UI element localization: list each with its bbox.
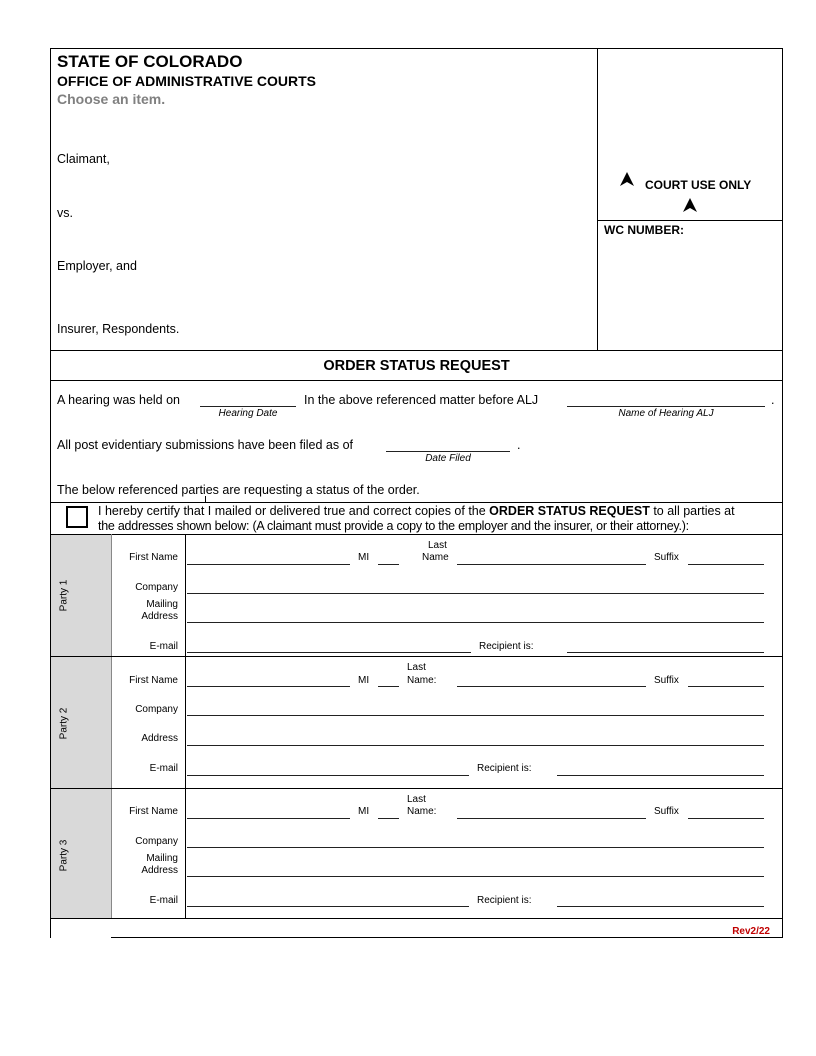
arrow-up-icon (682, 197, 698, 213)
party-3-last-name-field[interactable] (457, 818, 646, 819)
party-1-label: Party 1 (58, 579, 70, 612)
state-heading: STATE OF COLORADO (57, 52, 243, 71)
date-filed-caption: Date Filed (425, 453, 471, 464)
party-3-last-label-bottom: Name: (407, 806, 437, 817)
court-use-divider (597, 220, 783, 221)
frame-right (782, 48, 783, 938)
insurer-label: Insurer, Respondents. (57, 322, 180, 336)
vs-label: vs. (57, 206, 73, 220)
employer-label: Employer, and (57, 259, 137, 273)
party-1-last-label-bottom: Name (422, 552, 449, 563)
party-1-company-field[interactable] (187, 593, 764, 594)
alj-caption: Name of Hearing ALJ (618, 408, 714, 419)
party-2-first-name-label: First Name (129, 675, 178, 686)
party-3-label: Party 3 (58, 839, 70, 872)
party-1-field-edge (185, 535, 186, 656)
party-2-address-field[interactable] (187, 745, 764, 746)
party-2-company-field[interactable] (187, 715, 764, 716)
party-1-suffix-field[interactable] (688, 564, 764, 565)
certify-text-bold: ORDER STATUS REQUEST (489, 504, 650, 518)
party-2-field-edge (185, 657, 186, 788)
party-1-company-label: Company (135, 582, 178, 593)
party-1-email-field[interactable] (187, 652, 471, 653)
header-divider (597, 48, 598, 350)
hearing-date-caption: Hearing Date (218, 408, 278, 419)
party-1-recipient-label: Recipient is: (479, 641, 534, 652)
hearing-date-field[interactable] (200, 406, 296, 407)
certify-text-end: to all parties at (649, 504, 735, 518)
party-2-suffix-field[interactable] (688, 686, 764, 687)
party-3-first-name-label: First Name (129, 806, 178, 817)
wc-number-label: WC NUMBER: (604, 223, 684, 237)
frame-top (50, 48, 783, 49)
party-3-mi-field[interactable] (378, 818, 399, 819)
party-1-suffix-label: Suffix (654, 552, 679, 563)
party-table-bottom (50, 918, 783, 919)
party-2-last-name-field[interactable] (457, 686, 646, 687)
certify-line-2: the addresses shown below: (A claimant must provide a copy to the employer and the insurer, or their attorney.): (98, 519, 689, 533)
party-3-recipient-label: Recipient is: (477, 895, 532, 906)
page-title: ORDER STATUS REQUEST (323, 358, 510, 374)
hearing-held-label: A hearing was held on (57, 393, 181, 407)
party-1-address-field[interactable] (187, 622, 764, 623)
party-3-suffix-label: Suffix (654, 806, 679, 817)
party-3-email-field[interactable] (187, 906, 469, 907)
court-select[interactable]: Choose an item. (57, 91, 166, 107)
party-1-address-label-bottom: Address (141, 611, 178, 622)
certify-top-rule (50, 502, 783, 503)
submissions-label: All post evidentiary submissions have been filed as of (57, 438, 353, 452)
title-top-rule (50, 350, 783, 351)
title-bottom-rule (50, 380, 783, 381)
party-2-first-name-field[interactable] (187, 686, 350, 687)
court-use-label: COURT USE ONLY (645, 178, 752, 192)
claimant-label: Claimant, (57, 152, 110, 166)
certify-checkbox[interactable] (66, 506, 88, 528)
date-filed-field[interactable] (386, 451, 510, 452)
party-1-address-label-top: Mailing (146, 599, 178, 610)
party-3-recipient-field[interactable] (557, 906, 764, 907)
party-1-mi-field[interactable] (378, 564, 399, 565)
party-2-last-label-top: Last (407, 662, 426, 673)
party-1-email-label: E-mail (149, 641, 178, 652)
party-3-first-name-field[interactable] (187, 818, 350, 819)
party-3-suffix-field[interactable] (688, 818, 764, 819)
matter-label: In the above referenced matter before ALJ (304, 393, 539, 407)
party-3-field-edge (185, 789, 186, 918)
office-heading: OFFICE OF ADMINISTRATIVE COURTS (57, 73, 316, 89)
party-3-company-field[interactable] (187, 847, 764, 848)
party-2-recipient-field[interactable] (557, 775, 764, 776)
party-2-company-label: Company (135, 704, 178, 715)
party-1-recipient-field[interactable] (567, 652, 764, 653)
party-2-email-label: E-mail (149, 763, 178, 774)
party-1-mi-label: MI (358, 552, 370, 563)
party-3-last-label-top: Last (407, 794, 426, 805)
footer-rule (111, 937, 783, 938)
tick-mark (205, 496, 206, 502)
party-2-mi-label: MI (358, 675, 370, 686)
party-1-last-label-top: Last (428, 540, 447, 551)
revision-label: Rev2/22 (732, 926, 770, 937)
certify-text-start: I hereby certify that I mailed or delivered true and correct copies of the (98, 504, 490, 518)
party-3-company-label: Company (135, 836, 178, 847)
arrow-up-left-icon (619, 171, 635, 187)
party-2-label: Party 2 (58, 707, 70, 740)
below-referenced-label: The below referenced parties are requesting a status of the order. (57, 483, 420, 497)
party-3-address-field[interactable] (187, 876, 764, 877)
party-2-last-label-bottom: Name: (407, 675, 437, 686)
party-1-first-name-label: First Name (129, 552, 178, 563)
party-2-email-field[interactable] (187, 775, 469, 776)
party-3-address-label-top: Mailing (146, 853, 178, 864)
period: . (771, 393, 775, 407)
party-2-3-divider (50, 788, 783, 789)
party-3-address-label-bottom: Address (141, 865, 178, 876)
period-2: . (517, 438, 521, 452)
party-1-2-divider (50, 656, 783, 657)
party-2-address-label: Address (141, 733, 178, 744)
alj-name-field[interactable] (567, 406, 765, 407)
party-2-suffix-label: Suffix (654, 675, 679, 686)
party-3-mi-label: MI (358, 806, 370, 817)
party-1-first-name-field[interactable] (187, 564, 350, 565)
certify-line-1 (98, 504, 735, 518)
party-3-email-label: E-mail (149, 895, 178, 906)
party-1-last-name-field[interactable] (457, 564, 646, 565)
party-table-top (50, 534, 783, 535)
party-2-mi-field[interactable] (378, 686, 399, 687)
party-2-recipient-label: Recipient is: (477, 763, 532, 774)
